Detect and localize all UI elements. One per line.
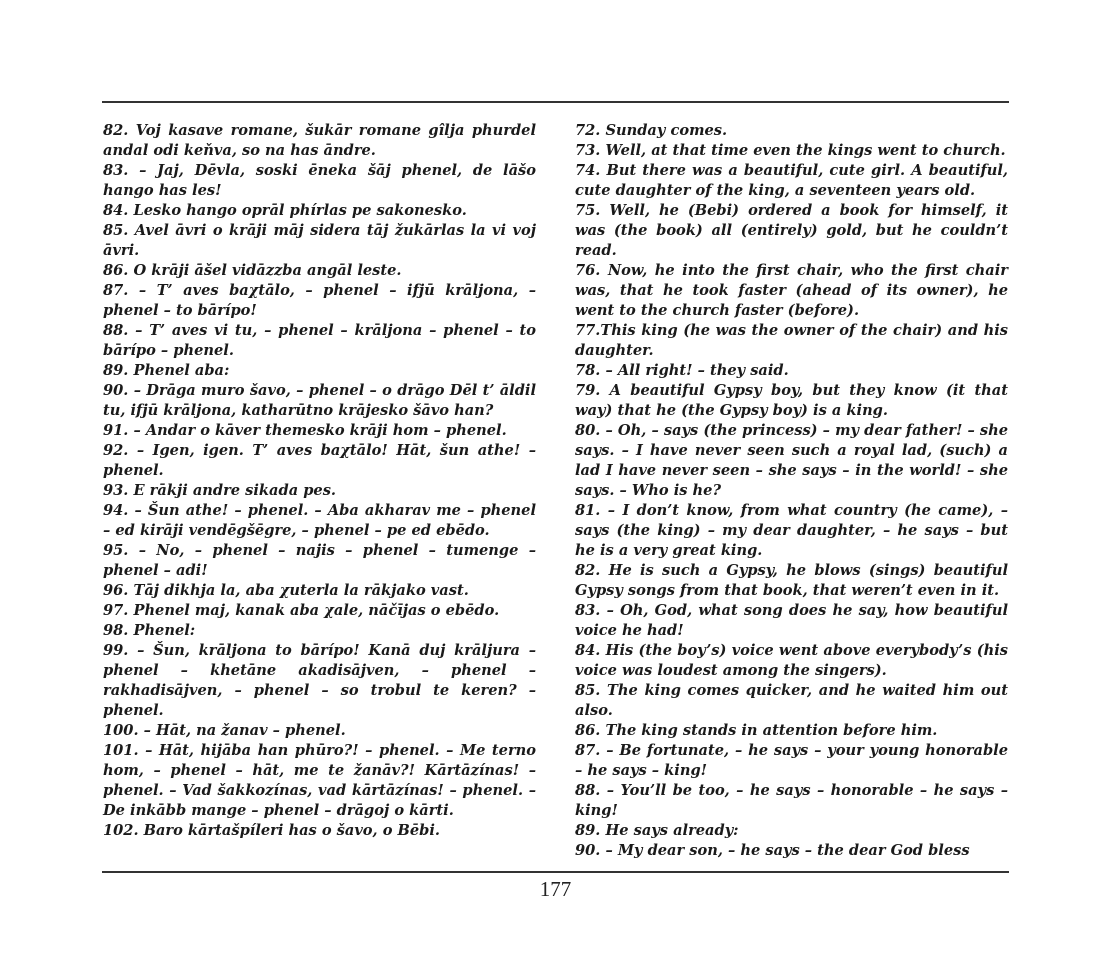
paragraph: 84. His (the boy’s) voice went above everybody’s (his voice was loudest among the singers). [575,642,1008,679]
paragraph: 72. Sunday comes. [575,122,728,139]
paragraph: 77.This king (he was the owner of the chair) and his daughter. [575,322,1008,359]
paragraph: 97. Phenel maj, kanak aba χale, nāčījas o ebēdo. [103,602,500,619]
paragraph: 89. Phenel aba: [103,362,230,379]
paragraph: 90. – My dear son, – he says – the dear God bless [575,842,970,859]
paragraph: 102. Baro kārtašpíleri has o šavo, o Bēbi. [103,822,440,839]
paragraph: 84. Lesko hango oprāl phírlas pe sakonesko. [103,202,467,219]
paragraph: 86. O krāji āšel vidāzzba angāl leste. [103,262,402,279]
paragraph: 83. – Oh, God, what song does he say, how beautiful voice he had! [575,602,1008,639]
top-rule [102,101,1009,103]
bottom-rule [102,871,1009,873]
romani-text-column [103,121,536,841]
english-translation-column [575,121,1008,861]
paragraph: 88. – T’ aves vi tu, – phenel – krāljona – phenel – to bārípo – phenel. [103,322,536,359]
paragraph: 82. Voj kasave romane, šukār romane gîlja phurdel andal odi keňva, so na has āndre. [103,122,536,159]
paragraph: 94. – Šun athe! – phenel. – Aba akharav me – phenel – ed kirāji vendēgšēgre, – phenel – pe ed ebēdo. [103,502,536,539]
paragraph: 73. Well, at that time even the kings went to church. [575,142,1006,159]
paragraph: 87. – Be fortunate, – he says – your young honorable – he says – king! [575,742,1008,779]
paragraph: 81. – I don’t know, from what country (he came), – says (the king) – my dear daughter, – he says – but he is a very great king. [575,502,1008,559]
paragraph: 78. – All right! – they said. [575,362,789,379]
page-number: 177 [539,877,572,901]
paragraph: 79. A beautiful Gypsy boy, but they know (it that way) that he (the Gypsy boy) is a king. [575,382,1008,419]
paragraph: 76. Now, he into the first chair, who the first chair was, that he took faster (ahead of its owner), he went to the church faster (before). [575,262,1008,319]
paragraph: 99. – Šun, krāljona to bārípo! Kanā duj krāljura – phenel – khetāne akadisājven, – phenel – rakhadisājven, – phenel – so trobul te keren? – phenel. [103,642,536,719]
paragraph: 96. Tāj dikhja la, aba χuterla la rākjako vast. [103,582,469,599]
paragraph: 75. Well, he (Bebi) ordered a book for himself, it was (the book) all (entirely) gold, but he couldn’t read. [575,202,1008,259]
paragraph: 74. But there was a beautiful, cute girl. A beautiful, cute daughter of the king, a seventeen years old. [575,162,1008,199]
paragraph: 88. – You’ll be too, – he says – honorable – he says – king! [575,782,1008,819]
paragraph: 98. Phenel: [103,622,196,639]
paragraph: 87. – T’ aves baχtālo, – phenel – ifjū krāljona, – phenel – to bārípo! [103,282,536,319]
paragraph: 92. – Igen, igen. T’ aves baχtālo! Hāt, šun athe! – phenel. [103,442,536,479]
paragraph: 85. Avel āvri o krāji māj sidera tāj žukārlas la vi voj āvri. [103,222,536,259]
paragraph: 90. – Drāga muro šavo, – phenel – o drāgo Dēl t’ āldil tu, ifjū krāljona, katharūtno krājesko šāvo han? [103,382,536,419]
paragraph: 86. The king stands in attention before him. [575,722,938,739]
paragraph: 95. – No, – phenel – najis – phenel – tumenge – phenel – adi! [103,542,536,579]
paragraph: 91. – Andar o kāver themesko krāji hom – phenel. [103,422,507,439]
paragraph: 85. The king comes quicker, and he waited him out also. [575,682,1008,719]
paragraph: 101. – Hāt, hijāba han phūro?! – phenel. – Me terno hom, – phenel – hāt, me te žanāv?! Kārtāzínas! – phenel. – Vad šakkozínas, vad kārtāzínas! – phenel. – De inkābb mange – phenel – drāgoj o kārti. [103,742,536,819]
paragraph: 80. – Oh, – says (the princess) – my dear father! – she says. – I have never seen such a royal lad, (such) a lad I have never seen – she says – in the world! – she says. – Who is he? [575,422,1008,499]
paragraph: 82. He is such a Gypsy, he blows (sings) beautiful Gypsy songs from that book, that weren’t even in it. [575,562,1008,599]
paragraph: 100. – Hāt, na žanav – phenel. [103,722,346,739]
paragraph: 83. – Jaj, Dēvla, soski ēneka šāj phenel, de lāšo hango has les! [103,162,536,199]
paragraph: 93. E rākji andre sikada pes. [103,482,337,499]
paragraph: 89. He says already: [575,822,739,839]
